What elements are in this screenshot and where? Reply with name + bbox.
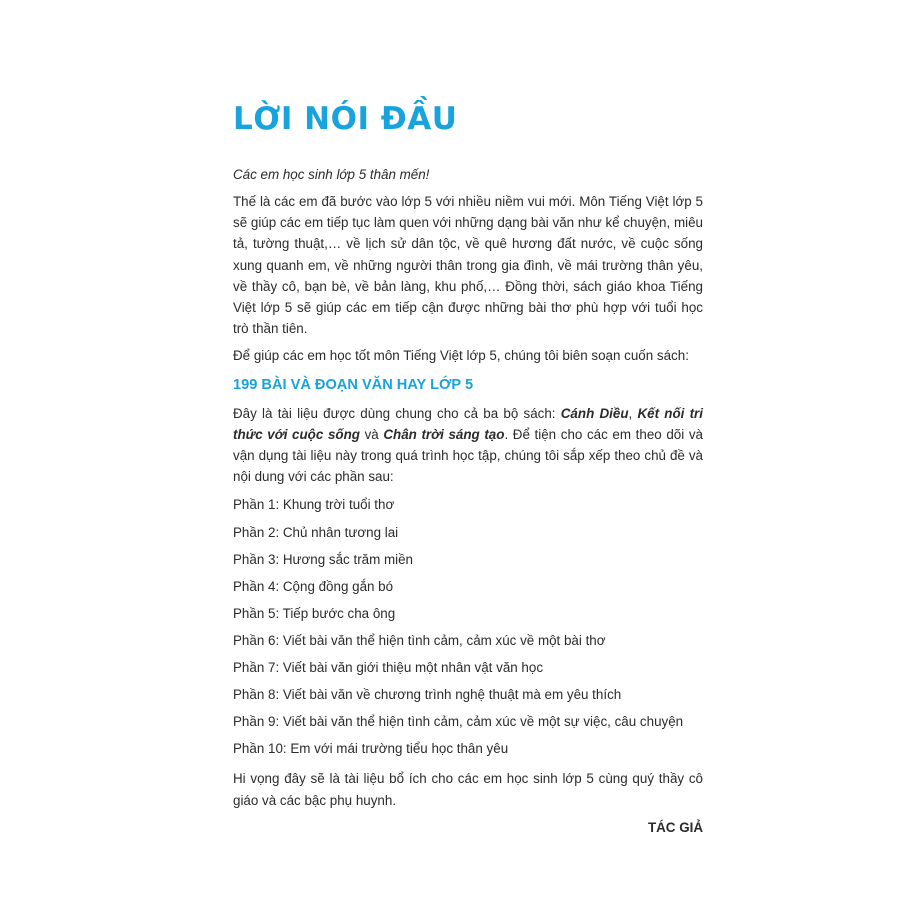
page-title: LỜI NÓI ĐẦU [233,101,458,137]
list-item: Phần 4: Cộng đồng gắn bó [233,578,394,594]
parts-list [233,491,703,762]
book-name-canh-dieu: Cánh Diều [560,405,629,421]
list-item: Phần 5: Tiếp bước cha ông [233,605,396,621]
list-item: Phần 3: Hương sắc trăm miền [233,551,413,567]
list-item: Phần 6: Viết bài văn thể hiện tình cảm, cảm xúc về một bài thơ [233,632,606,648]
list-item: Phần 9: Viết bài văn thể hiện tình cảm, cảm xúc về một sự việc, câu chuyện [233,714,684,730]
purpose-paragraph: Để giúp các em học tốt môn Tiếng Việt lớp 5, chúng tôi biên soạn cuốn sách: [233,348,689,364]
closing-paragraph: Hi vọng đây sẽ là tài liệu bổ ích cho các em học sinh lớp 5 cùng quý thầy cô giáo và các bậc phụ huynh. [233,771,703,808]
author-signature: TÁC GIẢ [647,819,703,835]
list-item: Phần 8: Viết bài văn về chương trình nghệ thuật mà em yêu thích [233,687,622,703]
greeting: Các em học sinh lớp 5 thân mến! [233,167,430,182]
book-name-ket-noi: Kết nối tri thức với cuộc sống [233,405,703,442]
list-item: Phần 1: Khung trời tuổi thơ [233,497,395,513]
book-name-chan-troi: Chân trời sáng tạo [383,426,505,442]
intro-paragraph: Thế là các em đã bước vào lớp 5 với nhiều niềm vui mới. Môn Tiếng Việt lớp 5 sẽ giúp các em tiếp tục làm quen với những dạng bài văn như kể chuyện, miêu tả, tường thuật,… về lịch sử dân tộc, về quê hương đất nước, về cuộc sống xung quanh em, về những người thân trong gia đình, về mái trường thân yêu, về thầy cô, bạn bè, về bản làng, khu phố,… Đồng thời, sách giáo khoa Tiếng Việt lớp 5 sẽ giúp các em tiếp cận được những bài thơ phù hợp với tuổi học trò thần tiên. [233,194,703,337]
list-item: Phần 7: Viết bài văn giới thiệu một nhân vật văn học [233,660,544,675]
list-item: Phần 10: Em với mái trường tiểu học thân yêu [233,741,509,757]
description-suffix: . Để tiện cho các em theo dõi và vận dụng tài liệu này trong quá trình học tập, chúng tôi sắp xếp theo chủ đề và nội dung với các phần sau: [233,426,703,485]
description-sep1: , [628,405,638,421]
list-item: Phần 2: Chủ nhân tương lai [233,524,399,540]
description-prefix: Đây là tài liệu được dùng chung cho cả ba bộ sách: [233,405,561,421]
description-sep2: và [359,426,384,442]
preface-page [233,96,703,839]
book-title: 199 BÀI VÀ ĐOẠN VĂN HAY LỚP 5 [233,376,474,393]
description-paragraph [233,403,703,488]
